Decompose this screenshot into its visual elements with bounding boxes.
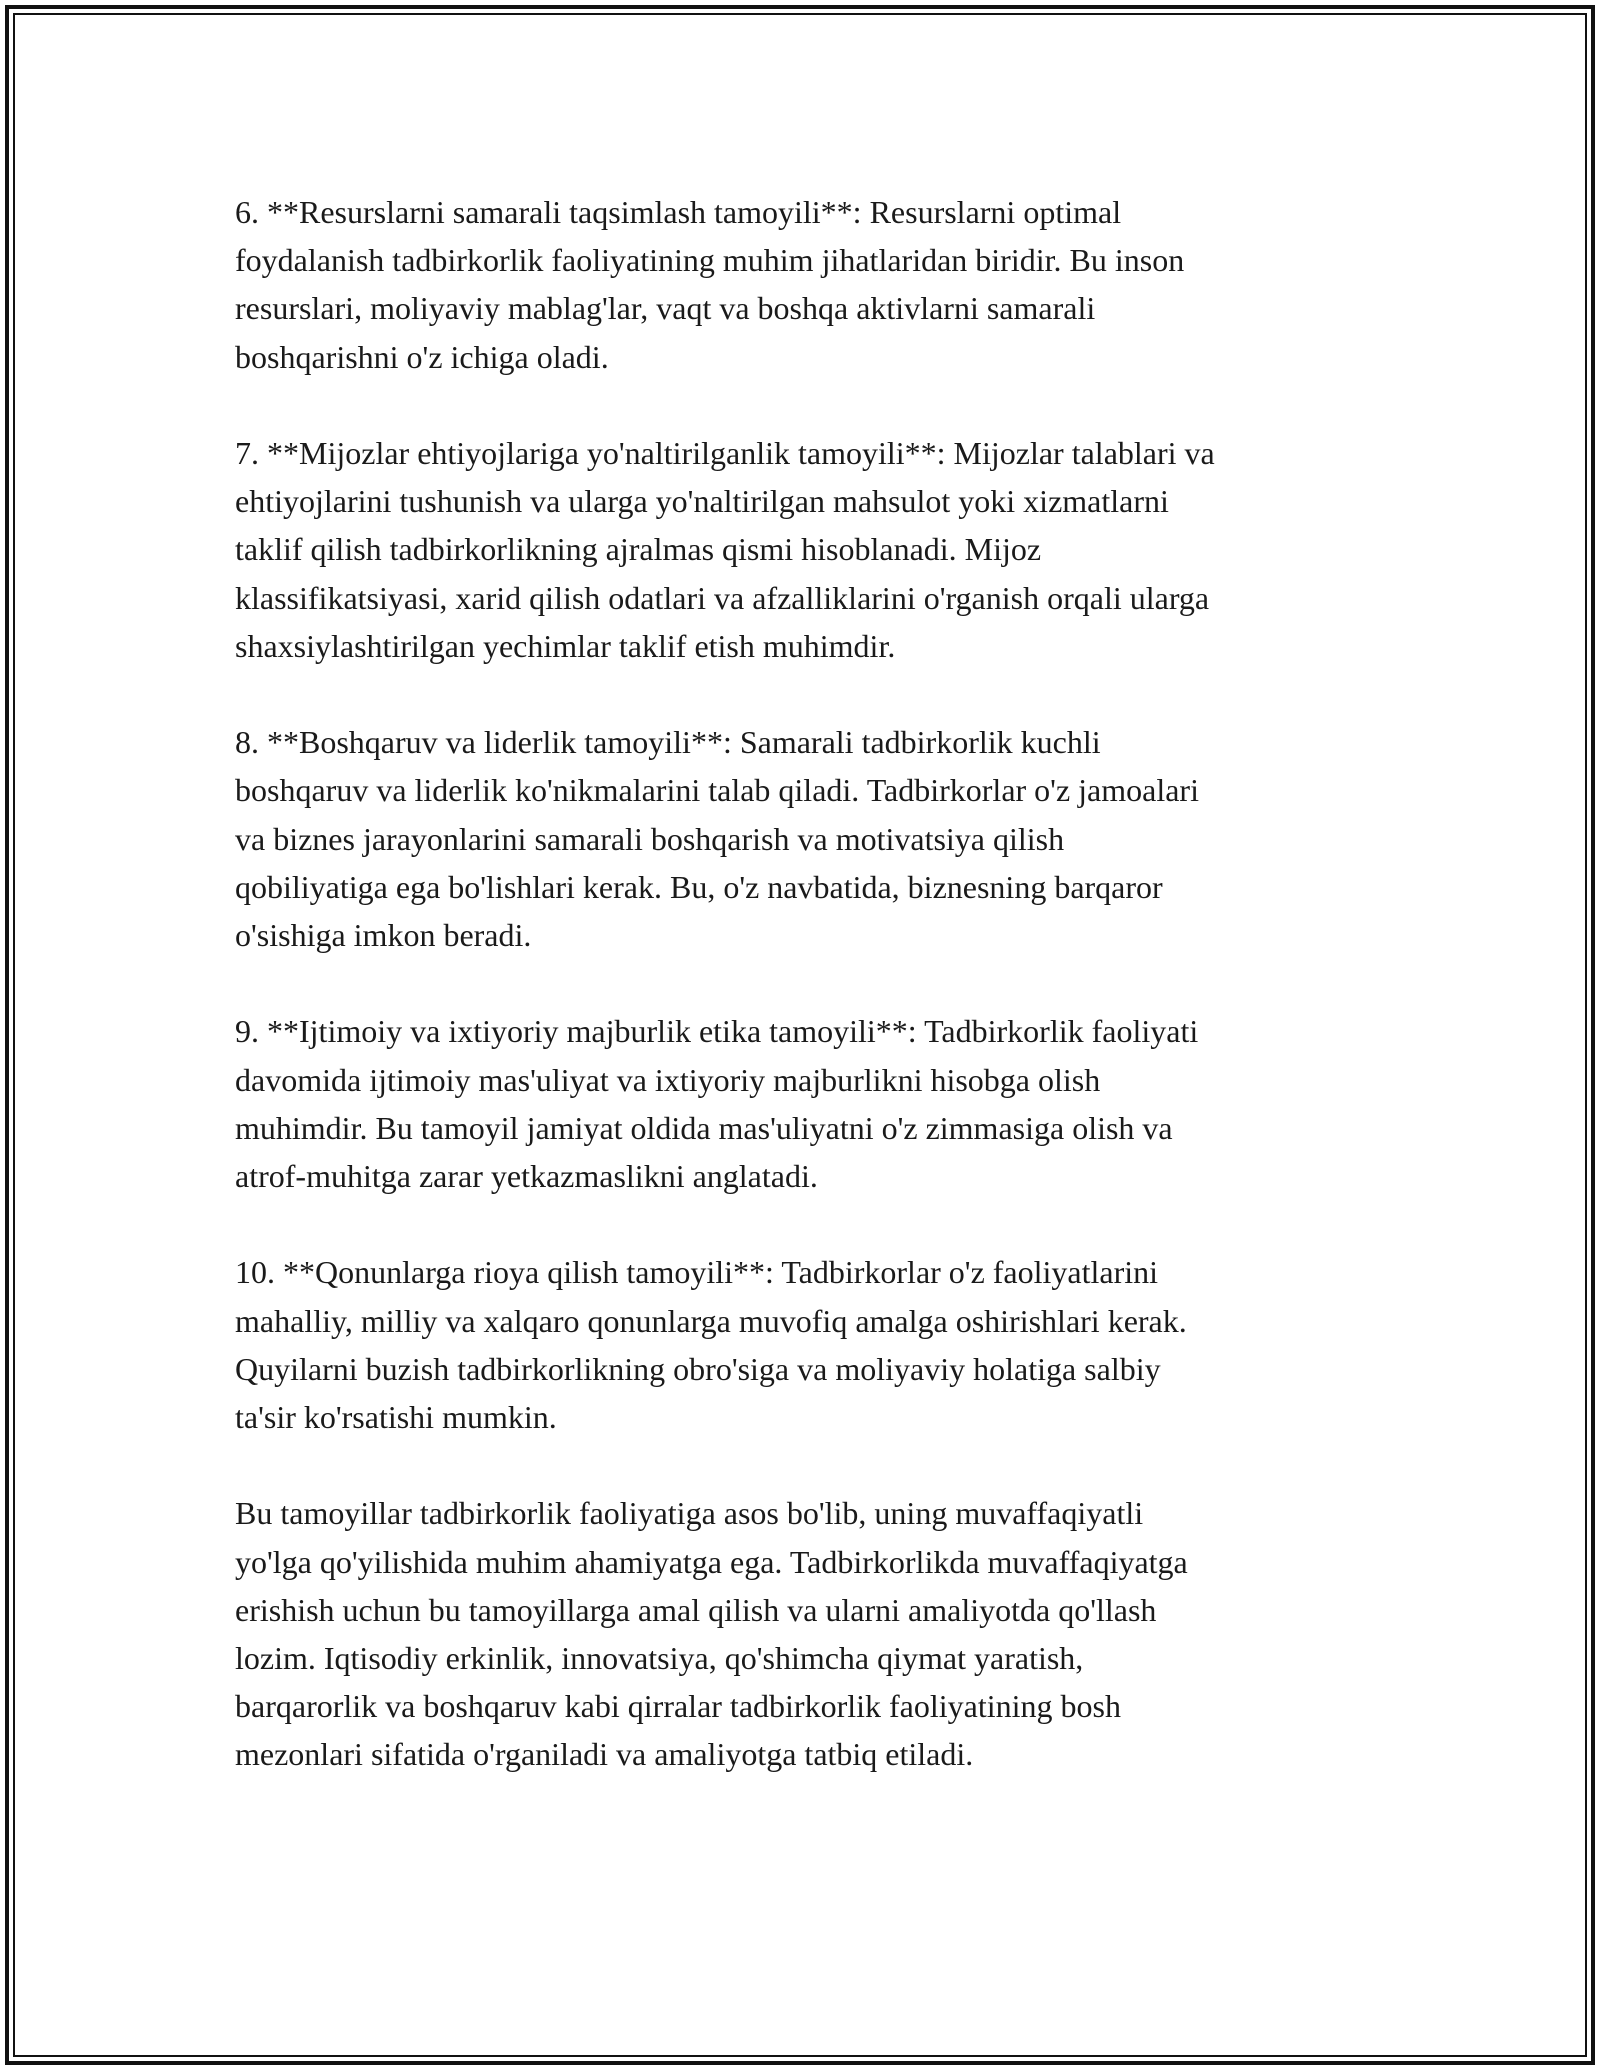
text-line: lozim. Iqtisodiy erkinlik, innovatsiya, qo'shimcha qiymat yaratish,: [235, 1640, 1084, 1677]
text-line: muhimdir. Bu tamoyil jamiyat oldida mas'uliyatni o'z zimmasiga olish va: [235, 1109, 1173, 1146]
paragraph-principle-7: [235, 429, 1385, 670]
paragraph-conclusion: [235, 1489, 1385, 1778]
text-line: shaxsiylashtirilgan yechimlar taklif etish muhimdir.: [235, 627, 896, 664]
text-line: 6. **Resurslarni samarali taqsimlash tamoyili**: Resurslarni optimal: [235, 194, 1122, 230]
text-line: resurslari, moliyaviy mablag'lar, vaqt va boshqa aktivlarni samarali: [235, 290, 1096, 327]
text-line: Quyilarni buzish tadbirkorlikning obro'siga va moliyaviy holatiga salbiy: [235, 1350, 1161, 1387]
text-line: mezonlari sifatida o'rganiladi va amaliyotga tatbiq etiladi.: [235, 1736, 974, 1773]
paragraph-principle-8: [235, 718, 1385, 959]
text-line: 7. **Mijozlar ehtiyojlariga yo'naltirilganlik tamoyili**: Mijozlar talablari va: [235, 435, 1215, 471]
text-line: barqarorlik va boshqaruv kabi qirralar tadbirkorlik faoliyatining bosh: [235, 1688, 1121, 1725]
text-line: qobiliyatiga ega bo'lishlari kerak. Bu, o'z navbatida, biznesning barqaror: [235, 868, 1163, 905]
text-line: 10. **Qonunlarga rioya qilish tamoyili**: Tadbirkorlar o'z faoliyatlarini: [235, 1254, 1159, 1291]
paragraph-principle-10: [235, 1248, 1385, 1441]
text-line: o'sishiga imkon beradi.: [235, 917, 532, 954]
text-line: yo'lga qo'yilishida muhim ahamiyatga ega. Tadbirkorlikda muvaffaqiyatga: [235, 1543, 1188, 1580]
document-body: [235, 188, 1385, 1827]
text-line: klassifikatsiyasi, xarid qilish odatlari va afzalliklarini o'rganish orqali ularga: [235, 579, 1210, 616]
text-line: taklif qilish tadbirkorlikning ajralmas qismi hisoblanadi. Mijoz: [235, 531, 1042, 568]
text-line: boshqarishni o'z ichiga oladi.: [235, 338, 609, 375]
text-line: atrof-muhitga zarar yetkazmaslikni anglatadi.: [235, 1158, 818, 1195]
paragraph-principle-9: [235, 1007, 1385, 1200]
text-line: va biznes jarayonlarini samarali boshqarish va motivatsiya qilish: [235, 820, 1065, 857]
text-line: foydalanish tadbirkorlik faoliyatining muhim jihatlaridan biridir. Bu inson: [235, 242, 1185, 279]
text-line: davomida ijtimoiy mas'uliyat va ixtiyoriy majburlikni hisobga olish: [235, 1061, 1101, 1098]
text-line: boshqaruv va liderlik ko'nikmalarini talab qiladi. Tadbirkorlar o'z jamoalari: [235, 772, 1199, 809]
text-line: 8. **Boshqaruv va liderlik tamoyili**: Samarali tadbirkorlik kuchli: [235, 724, 1101, 761]
text-line: erishish uchun bu tamoyillarga amal qilish va ularni amaliyotda qo'llash: [235, 1591, 1157, 1628]
text-line: Bu tamoyillar tadbirkorlik faoliyatiga asos bo'lib, uning muvaffaqiyatli: [235, 1495, 1144, 1532]
text-line: ta'sir ko'rsatishi mumkin.: [235, 1399, 557, 1436]
paragraph-principle-6: [235, 188, 1385, 381]
text-line: mahalliy, milliy va xalqaro qonunlarga muvofiq amalga oshirishlari kerak.: [235, 1302, 1187, 1339]
text-line: 9. **Ijtimoiy va ixtiyoriy majburlik etika tamoyili**: Tadbirkorlik faoliyati: [235, 1013, 1199, 1050]
text-line: ehtiyojlarini tushunish va ularga yo'naltirilgan mahsulot yoki xizmatlarni: [235, 483, 1169, 520]
